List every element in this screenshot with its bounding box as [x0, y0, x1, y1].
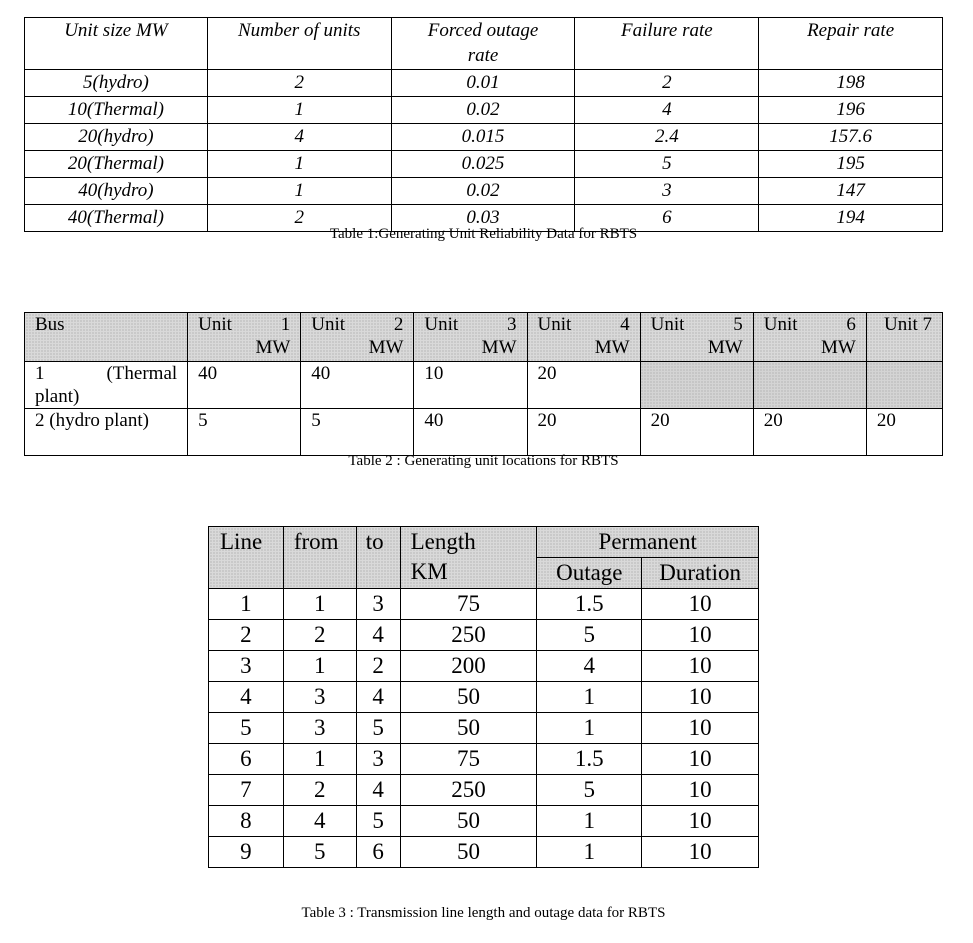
- cell-unit-7: 20: [866, 409, 942, 456]
- table-row: [209, 837, 759, 868]
- table-row: [25, 362, 943, 409]
- cell-to: 3: [356, 744, 400, 775]
- cell-line: 2: [209, 620, 284, 651]
- cell-unit-size: 20(Thermal): [25, 151, 208, 178]
- table2-caption: Table 2 : Generating unit locations for RBTS: [348, 453, 619, 469]
- cell-failure-rate: 6: [575, 205, 759, 232]
- cell-length: 75: [400, 589, 537, 620]
- cell-line: 4: [209, 682, 284, 713]
- cell-line: 3: [209, 651, 284, 682]
- header-unit-2: Unit 2 MW: [301, 313, 414, 362]
- cell-outage: 4: [537, 651, 642, 682]
- cell-repair-rate: 196: [759, 97, 943, 124]
- table-row: [209, 620, 759, 651]
- cell-duration: 10: [642, 837, 759, 868]
- cell-outage: 1: [537, 806, 642, 837]
- cell-number-of-units: 1: [207, 178, 391, 205]
- cell-from: 2: [283, 620, 356, 651]
- unit-locations-table: [24, 312, 943, 456]
- cell-forced-outage-rate: 0.01: [391, 70, 575, 97]
- cell-number-of-units: 1: [207, 97, 391, 124]
- cell-line: 8: [209, 806, 284, 837]
- header-number-of-units: Number of units: [207, 18, 391, 70]
- header-line: Line: [209, 527, 284, 589]
- table-row: [209, 651, 759, 682]
- header-repair-rate: Repair rate: [759, 18, 943, 70]
- header-to: to: [356, 527, 400, 589]
- cell-length: 250: [400, 620, 537, 651]
- table-row: [209, 589, 759, 620]
- cell-outage: 5: [537, 620, 642, 651]
- cell-number-of-units: 2: [207, 70, 391, 97]
- cell-from: 1: [283, 589, 356, 620]
- cell-unit-6: 20: [753, 409, 866, 456]
- cell-outage: 5: [537, 775, 642, 806]
- cell-unit-3: 40: [414, 409, 527, 456]
- cell-unit-size: 40(hydro): [25, 178, 208, 205]
- table-row: [25, 178, 943, 205]
- cell-to: 4: [356, 682, 400, 713]
- table1-caption: Table 1:Generating Unit Reliability Data for RBTS: [329, 226, 638, 242]
- table-row: [25, 70, 943, 97]
- cell-duration: 10: [642, 775, 759, 806]
- cell-duration: 10: [642, 651, 759, 682]
- cell-outage: 1: [537, 837, 642, 868]
- cell-unit-4: 20: [527, 362, 640, 409]
- table3-caption: Table 3 : Transmission line length and outage data for RBTS: [301, 905, 666, 921]
- cell-repair-rate: 195: [759, 151, 943, 178]
- cell-duration: 10: [642, 620, 759, 651]
- cell-number-of-units: 1: [207, 151, 391, 178]
- cell-unit-5: [640, 362, 753, 409]
- cell-to: 4: [356, 620, 400, 651]
- cell-outage: 1.5: [537, 589, 642, 620]
- cell-unit-4: 20: [527, 409, 640, 456]
- cell-unit-size: 10(Thermal): [25, 97, 208, 124]
- cell-line: 6: [209, 744, 284, 775]
- cell-repair-rate: 194: [759, 205, 943, 232]
- cell-unit-7: [866, 362, 942, 409]
- cell-from: 5: [283, 837, 356, 868]
- header-outage: Outage: [537, 558, 642, 589]
- cell-number-of-units: 2: [207, 205, 391, 232]
- cell-line: 7: [209, 775, 284, 806]
- table-row: [209, 775, 759, 806]
- cell-forced-outage-rate: 0.015: [391, 124, 575, 151]
- cell-from: 3: [283, 713, 356, 744]
- cell-bus: 2 (hydro plant): [25, 409, 188, 456]
- cell-duration: 10: [642, 806, 759, 837]
- cell-from: 3: [283, 682, 356, 713]
- cell-line: 9: [209, 837, 284, 868]
- header-unit-5: Unit 5 MW: [640, 313, 753, 362]
- reliability-table-header-row: [25, 18, 943, 70]
- header-forced-outage-rate: Forced outage rate: [391, 18, 575, 70]
- table-row: [25, 124, 943, 151]
- table-row: [25, 97, 943, 124]
- cell-failure-rate: 2.4: [575, 124, 759, 151]
- header-duration: Duration: [642, 558, 759, 589]
- header-unit-size: Unit size MW: [25, 18, 208, 70]
- cell-to: 4: [356, 775, 400, 806]
- cell-outage: 1.5: [537, 744, 642, 775]
- cell-duration: 10: [642, 744, 759, 775]
- table-row: [209, 713, 759, 744]
- table-row: [209, 744, 759, 775]
- cell-to: 5: [356, 713, 400, 744]
- cell-unit-1: 5: [188, 409, 301, 456]
- cell-duration: 10: [642, 682, 759, 713]
- header-from: from: [283, 527, 356, 589]
- cell-unit-6: [753, 362, 866, 409]
- cell-length: 50: [400, 837, 537, 868]
- header-unit-7: Unit 7: [866, 313, 942, 362]
- header-bus: Bus: [25, 313, 188, 362]
- header-unit-4: Unit 4 MW: [527, 313, 640, 362]
- cell-forced-outage-rate: 0.02: [391, 178, 575, 205]
- cell-outage: 1: [537, 713, 642, 744]
- cell-from: 1: [283, 651, 356, 682]
- cell-length: 50: [400, 682, 537, 713]
- cell-unit-3: 10: [414, 362, 527, 409]
- reliability-table: [24, 17, 943, 232]
- cell-repair-rate: 198: [759, 70, 943, 97]
- cell-duration: 10: [642, 713, 759, 744]
- cell-unit-5: 20: [640, 409, 753, 456]
- cell-outage: 1: [537, 682, 642, 713]
- cell-bus: 1 (Thermal plant): [25, 362, 188, 409]
- transmission-header-row-1: [209, 527, 759, 558]
- table-row: [209, 806, 759, 837]
- cell-repair-rate: 157.6: [759, 124, 943, 151]
- cell-from: 1: [283, 744, 356, 775]
- cell-forced-outage-rate: 0.02: [391, 97, 575, 124]
- table-row: [209, 682, 759, 713]
- cell-from: 2: [283, 775, 356, 806]
- cell-unit-1: 40: [188, 362, 301, 409]
- cell-length: 75: [400, 744, 537, 775]
- cell-length: 200: [400, 651, 537, 682]
- header-unit-3: Unit 3 MW: [414, 313, 527, 362]
- transmission-lines-table: [208, 526, 759, 868]
- table-row: [25, 409, 943, 456]
- table-row: [25, 151, 943, 178]
- cell-failure-rate: 3: [575, 178, 759, 205]
- cell-repair-rate: 147: [759, 178, 943, 205]
- cell-duration: 10: [642, 589, 759, 620]
- header-permanent: Permanent: [537, 527, 759, 558]
- cell-unit-2: 40: [301, 362, 414, 409]
- cell-length: 50: [400, 806, 537, 837]
- cell-unit-2: 5: [301, 409, 414, 456]
- cell-to: 6: [356, 837, 400, 868]
- header-length: Length KM: [400, 527, 537, 589]
- cell-length: 50: [400, 713, 537, 744]
- cell-unit-size: 20(hydro): [25, 124, 208, 151]
- cell-forced-outage-rate: 0.03: [391, 205, 575, 232]
- cell-to: 5: [356, 806, 400, 837]
- cell-to: 3: [356, 589, 400, 620]
- cell-line: 1: [209, 589, 284, 620]
- header-unit-1: Unit 1 MW: [188, 313, 301, 362]
- cell-from: 4: [283, 806, 356, 837]
- cell-failure-rate: 4: [575, 97, 759, 124]
- cell-line: 5: [209, 713, 284, 744]
- cell-unit-size: 40(Thermal): [25, 205, 208, 232]
- cell-to: 2: [356, 651, 400, 682]
- header-unit-6: Unit 6 MW: [753, 313, 866, 362]
- unit-locations-header-row: [25, 313, 943, 362]
- cell-failure-rate: 2: [575, 70, 759, 97]
- cell-forced-outage-rate: 0.025: [391, 151, 575, 178]
- cell-number-of-units: 4: [207, 124, 391, 151]
- header-failure-rate: Failure rate: [575, 18, 759, 70]
- cell-failure-rate: 5: [575, 151, 759, 178]
- cell-length: 250: [400, 775, 537, 806]
- cell-unit-size: 5(hydro): [25, 70, 208, 97]
